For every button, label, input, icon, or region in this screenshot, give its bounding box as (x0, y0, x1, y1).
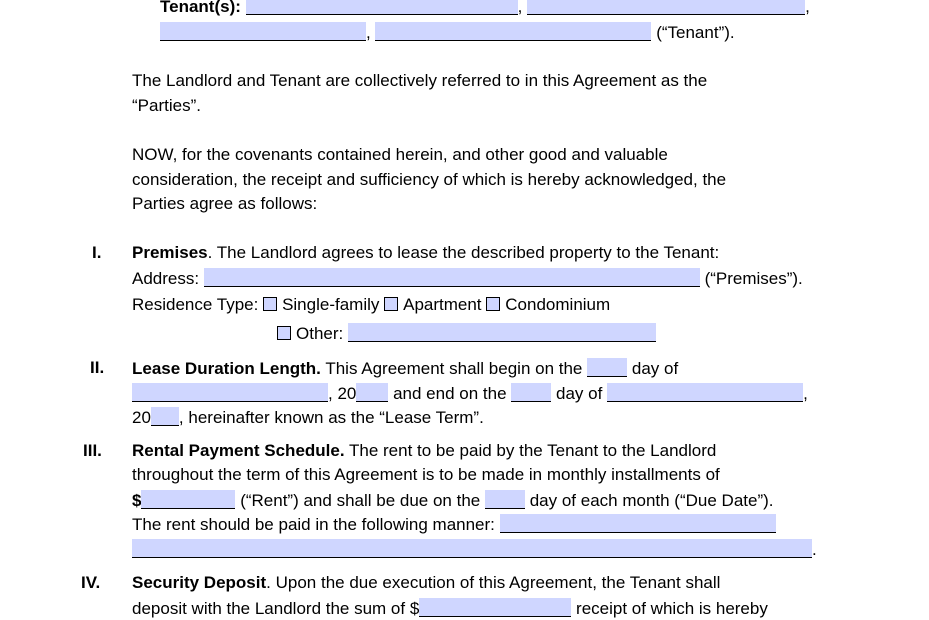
section-4-line-2: deposit with the Landlord the sum of $ receipt of which is hereby (132, 599, 768, 618)
residence-other-line: Other: (277, 323, 656, 344)
tenant-name-field-4[interactable] (375, 22, 651, 41)
security-deposit-field[interactable] (419, 598, 571, 617)
tenant-line-1: Tenant(s): , , (160, 0, 810, 17)
section-4-numeral: IV. (81, 573, 101, 592)
now-line-3: Parties agree as follows: (132, 194, 318, 213)
section-3-numeral: III. (83, 441, 102, 460)
tenant-suffix: (“Tenant”). (656, 23, 735, 42)
residence-type-line: Residence Type: Single-family Apartment Condominium (132, 295, 611, 314)
single-family-checkbox[interactable] (263, 297, 277, 311)
now-line-1: NOW, for the covenants contained herein, and other good and valuable (132, 145, 668, 164)
section-3-line-2: throughout the term of this Agreement is to be made in monthly installments of (132, 465, 720, 484)
other-residence-field[interactable] (348, 323, 656, 342)
parties-line-2: “Parties”. (132, 96, 201, 115)
parties-line-1: The Landlord and Tenant are collectively referred to in this Agreement as the (132, 71, 708, 90)
address-field[interactable] (204, 268, 700, 287)
section-2-heading: Lease Duration Length. (132, 359, 321, 378)
section-2-line-3: 20 , hereinafter known as the “Lease Term”. (132, 408, 484, 427)
rent-amount-field[interactable] (141, 490, 235, 509)
tenant-line-2: , (“Tenant”). (160, 22, 735, 43)
section-1-line-1: Premises. The Landlord agrees to lease the described property to the Tenant: (132, 243, 720, 262)
section-2-line-2: , 20 and end on the day of , (132, 383, 808, 404)
section-4-heading: Security Deposit (132, 573, 267, 592)
now-line-2: consideration, the receipt and sufficiency of which is hereby acknowledged, the (132, 170, 727, 189)
end-day-field[interactable] (511, 383, 551, 402)
payment-manner-field-1[interactable] (500, 514, 776, 533)
section-3-line-5: . (132, 539, 817, 560)
condominium-checkbox[interactable] (486, 297, 500, 311)
end-year-field[interactable] (151, 407, 179, 426)
other-checkbox[interactable] (277, 326, 291, 340)
section-1-heading: Premises (132, 243, 208, 262)
section-3-line-4: The rent should be paid in the following manner: (132, 514, 776, 535)
section-2-line-1: Lease Duration Length. This Agreement shall begin on the day of (132, 359, 679, 378)
section-1-address-line: Address: (“Premises”). (132, 269, 803, 288)
due-day-field[interactable] (485, 490, 525, 509)
tenant-name-field-3[interactable] (160, 22, 366, 41)
section-1-numeral: I. (92, 243, 102, 262)
payment-manner-field-2[interactable] (132, 539, 812, 558)
section-3-heading: Rental Payment Schedule. (132, 441, 345, 460)
residence-type-label: Residence Type: (132, 295, 259, 314)
start-day-field[interactable] (587, 358, 627, 377)
start-month-field[interactable] (132, 383, 328, 402)
section-3-line-3: $ (“Rent”) and shall be due on the day of each month (“Due Date”). (132, 491, 774, 510)
section-3-line-1: Rental Payment Schedule. The rent to be paid by the Tenant to the Landlord (132, 441, 717, 460)
tenant-name-field-2[interactable] (527, 0, 805, 15)
start-year-field[interactable] (356, 383, 388, 402)
tenant-name-field-1[interactable] (246, 0, 518, 15)
address-label: Address: (132, 269, 200, 288)
section-4-line-1: Security Deposit. Upon the due execution of this Agreement, the Tenant shall (132, 573, 721, 592)
section-2-numeral: II. (90, 358, 105, 377)
tenant-label: Tenant(s): (160, 0, 241, 16)
end-month-field[interactable] (607, 383, 803, 402)
apartment-checkbox[interactable] (384, 297, 398, 311)
